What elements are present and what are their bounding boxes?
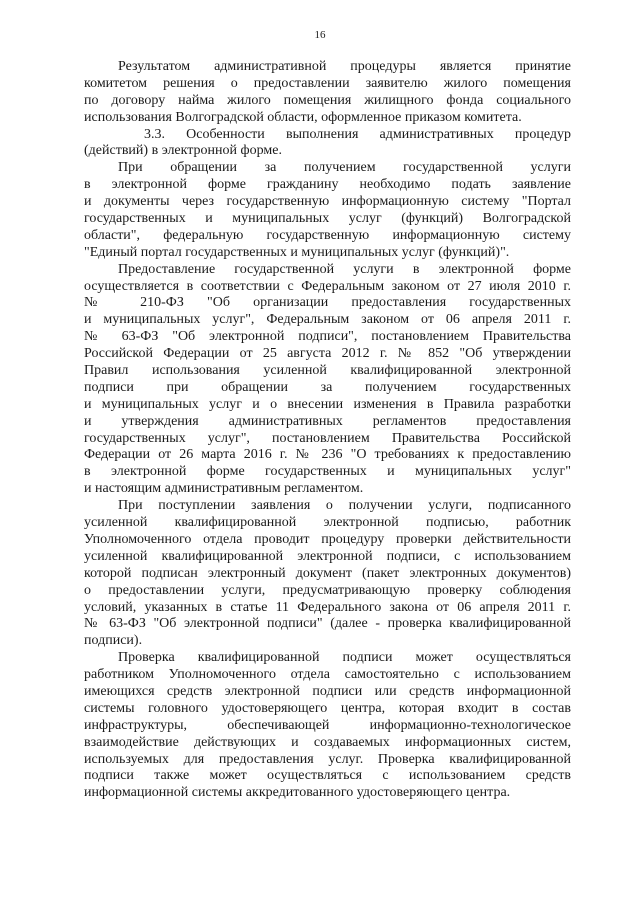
text-line: государственных услуг", постановлением Правительства Российской: [84, 430, 571, 446]
text-line: области", федеральную государственную информационную систему: [84, 227, 571, 243]
text-line: При обращении за получением государственной услуги: [118, 160, 571, 176]
text-line: усиленной квалифицированной электронной подписи, с использованием: [84, 548, 571, 564]
text-line: Результатом административной процедуры является принятие: [118, 59, 571, 74]
text-line: используемых для предоставления услуг. Проверка квалифицированной: [84, 751, 571, 767]
text-line: Федерации от 26 марта 2016 г. № 236 "О требованиях к предоставлению: [84, 447, 571, 463]
paragraph: [84, 160, 571, 261]
text-line: и документы через государственную информационную систему "Портал: [84, 194, 571, 210]
text-line: системы головного удостоверяющего центра, которая входит в состав: [84, 700, 571, 716]
text-line: (действий) в электронной форме.: [84, 143, 282, 159]
text-line: Российской Федерации от 25 августа 2012 г. № 852 "Об утверждении: [84, 346, 571, 362]
text-line: в электронной форме гражданину необходимо подать заявление: [84, 177, 571, 193]
text-line: комитетом решения о предоставлении заявителю жилого помещения: [84, 75, 571, 91]
paragraph: [84, 650, 571, 802]
page-number: 16: [314, 29, 326, 41]
paragraph: [84, 127, 571, 161]
text-line: "Единый портал государственных и муниципальных услуг (функций)".: [84, 244, 510, 260]
text-line: Уполномоченного отдела проводит процедуру проверки действительности: [84, 531, 571, 547]
text-line: условий, указанных в статье 11 Федерального закона от 06 апреля 2011 г.: [84, 599, 571, 615]
text-line: 3.3. Особенности выполнения административных процедур: [144, 126, 571, 142]
text-line: использования Волгоградской области, оформленное приказом комитета.: [84, 109, 522, 125]
text-line: и муниципальных услуг", Федеральным законом от 06 апреля 2011 г.: [84, 312, 571, 328]
text-line: Предоставление государственной услуги в электронной форме: [118, 261, 571, 277]
text-line: которой подписан электронный документ (пакет электронных документов): [84, 565, 571, 581]
text-line: и настоящим административным регламентом.: [84, 481, 364, 497]
text-line: Правил использования усиленной квалифицированной электронной: [84, 363, 571, 379]
text-line: При поступлении заявления о получении услуги, подписанного: [118, 498, 571, 514]
paragraph: [84, 59, 571, 127]
text-line: информационной системы аккредитованного удостоверяющего центра.: [84, 785, 511, 801]
text-line: взаимодействие действующих и создаваемых информационных систем,: [84, 734, 571, 750]
text-line: государственных и муниципальных услуг (функций) Волгоградской: [84, 211, 571, 227]
text-line: о предоставлении услуги, предусматривающую проверку соблюдения: [84, 582, 571, 598]
text-line: Проверка квалифицированной подписи может осуществляться: [118, 650, 571, 666]
text-line: работником Уполномоченного отдела самостоятельно с использованием: [84, 667, 571, 683]
text-line: осуществляется в соответствии с Федеральным законом от 27 июля 2010 г.: [84, 278, 571, 294]
text-line: подписи также может осуществляться с использованием средств: [84, 768, 571, 784]
text-line: инфраструктуры, обеспечивающей информационно-технологическое: [84, 717, 571, 733]
text-line: и муниципальных услуг и о внесении изменения в Правила разработки: [84, 396, 571, 412]
text-line: № 63-ФЗ "Об электронной подписи" (далее - проверка квалифицированной: [84, 616, 571, 632]
text-line: имеющихся средств электронной подписи или средств информационной: [84, 683, 571, 699]
text-line: № 63-ФЗ "Об электронной подписи", постановлением Правительства: [84, 329, 571, 345]
document-body: [84, 59, 571, 802]
text-line: в электронной форме государственных и муниципальных услуг": [84, 464, 571, 480]
paragraph: [84, 262, 571, 498]
paragraph: [84, 498, 571, 650]
text-line: подписи при обращении за получением государственных: [84, 379, 571, 395]
text-line: подписи).: [84, 633, 143, 649]
text-line: № 210-ФЗ "Об организации предоставления государственных: [84, 295, 571, 311]
text-line: усиленной квалифицированной электронной подписью, работник: [84, 515, 571, 531]
text-line: по договору найма жилого помещения жилищного фонда социального: [84, 92, 571, 108]
text-line: и утверждения административных регламентов предоставления: [84, 413, 571, 429]
